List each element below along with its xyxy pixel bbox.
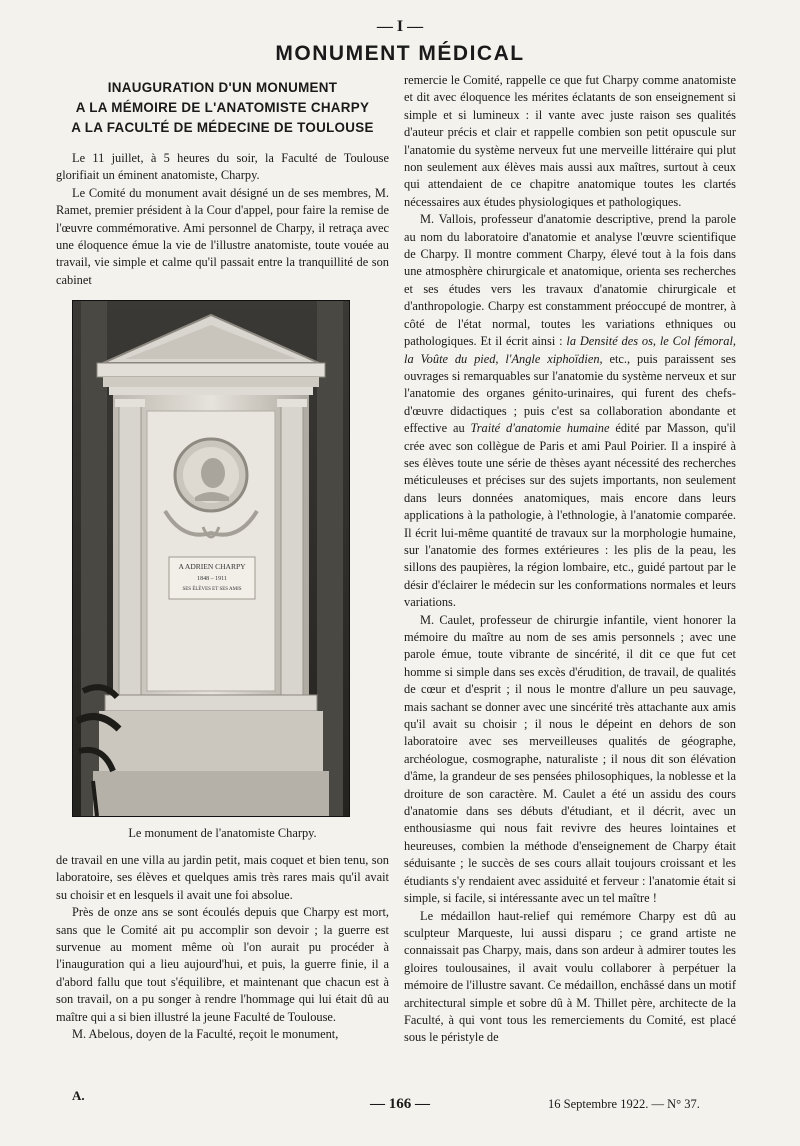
journal-title: MONUMENT MÉDICAL (275, 42, 525, 65)
paragraph (404, 211, 736, 611)
paragraph: remercie le Comité, rappelle ce que fut Charpy comme anatomiste et dit avec éloquence les mérites éclatants de son enseignement si simple et si lumineux : il vante avec juste raison ses qualités d'auteur précis et clair et rappelle combien son petit opuscule sur l'anatomie du système nerveux fut une merveille littéraire qui plut non seulement aux élèves mais aussi aux maîtres, surtout à ceux qui attendaient de ce chapitre anatomique toutes les clartés nécessaires aux études physiologiques et pathologiques. (404, 73, 736, 209)
paragraph: Le Comité du monument avait désigné un de ses membres, M. Ramet, premier président à la Cour d'appel, pour faire la remise de l'œuvre commémorative. Ami personnel de Charpy, il retraça avec une éloquence émue la vie de l'illustre anatomiste, toute vouée au travail, vie simple et calme qu'il passait entre la tranquillité de son cabinet (56, 185, 389, 287)
text-run: M. Vallois, professeur d'anatomie descriptive, prend la parole au nom du laboratoire d'anatomie et analyse l'œuvre scientifique de Charpy. Il montre comment Charpy, élevé tout à la fois dans une atmosphère chirurgicale et anatomique, orienta ses recherches et ses études vers les travaux d'anatomie chirurgicale et d'anthropologie. Charpy est constamment préoccupé de montrer, à côté de l'état normal, toutes les variations ethniques ou pathologiques. Et il écrit ainsi : (404, 212, 736, 349)
left-column-top (56, 78, 389, 289)
photo-caption: Le monument de l'anatomiste Charpy. (128, 826, 317, 840)
article-headline (56, 78, 389, 138)
page-number: — 166 — (370, 1096, 430, 1112)
plaque-line-1: A ADRIEN CHARPY (178, 562, 246, 571)
headline-line-1: INAUGURATION D'UN MONUMENT (107, 80, 338, 95)
paragraph: M. Caulet, professeur de chirurgie infantile, vient honorer la mémoire du maître au nom de ses amis personnels ; avec une parole émue, toute vibrante de sincérité, il dit ce que fut cet homme si simple dans ses excès d'érudition, de travail, de qualités de cœur et d'esprit ; il nous le montre d'allure un peu sauvage, mais sachant se donner avec une sincérité très attachante aux amis qu'il avait su choisir ; il nous le dépeint en dehors de son laboratoire avec ses merveilleuses qualités de géographe, archéologue, cosmographe, naturaliste ; il nous dit son élévation d'âme, la grandeur de ses pensées philosophiques, la noblesse et la droiture de son caractère. M. Caulet a été un assidu des cours d'anatomie dans ses débuts d'étudiant, et il décrit, avec un enthousiasme qui nous fait revivre des heures lointaines et heureuses, combien la méthode d'enseignement de Charpy était séduisante ; le succès de ses cours allait toujours croissant et les étudiants s'y rendaient avec assiduité et ferveur : l'anatomie était si simple, si facile, si intéressante avec un tel maître ! (404, 612, 736, 906)
footer-signature: A. (72, 1088, 85, 1103)
page-marker: — I — (376, 18, 424, 35)
paragraph: M. Abelous, doyen de la Faculté, reçoit le monument, (72, 1027, 339, 1042)
issue-date: 16 Septembre 1922. — N° 37. (548, 1097, 700, 1111)
monument-photo (72, 300, 350, 817)
paragraph: Près de onze ans se sont écoulés depuis que Charpy est mort, sans que le Comité ait pu accomplir son devoir ; la guerre est survenue au moment même où l'on aurait pu procéder à l'inauguration qui a lieu aujourd'hui, et puis, la guerre finie, il a d'abord fallu que tout s'équilibre, et maintenant que chacun est à son travail, on a pu songer à rendre l'hommage qui lui était dû au maître qui a si bien illustré la jeune Faculté de Toulouse. (56, 905, 389, 1024)
plaque-line-2: 1848 – 1911 (197, 576, 227, 582)
works-titles: la Densité des os, le Col fémoral, la Voûte du pied, l'Angle xiphoïdien, (404, 334, 736, 366)
traite-title: Traité d'anatomie humaine (470, 421, 610, 436)
text-run: édité par Masson, qu'il crée avec son collègue de Paris et ami Paul Poirier. Il a inspiré à ses élèves toute une série de thèses ayant nécessité des recherches méticuleuses et précises sur des sujets importants, non seulement dans leurs données anatomiques, mais encore dans leurs applications à la pathologie, à l'ethnologie, à l'anatomie comparée. Il écrit lui-même quantité de travaux sur la morphologie humaine, sur l'anatomie des formes extérieures : les plis de la peau, les sillons des paupières, la région lombaire, etc., guidé partout par le désir d'éclairer le médecin sur les conformations normales et leurs variations. (404, 421, 736, 610)
left-column-bottom (56, 852, 389, 1043)
paragraph: Le 11 juillet, à 5 heures du soir, la Faculté de Toulouse glorifiait un éminent anatomiste, Charpy. (56, 151, 389, 183)
monument-illustration (73, 301, 349, 816)
text-run: etc., puis paraissent ses ouvrages si remarquables sur l'anatomie du système nerveux et sur l'anatomie des organes génito-urinaires, qui furent des chefs-d'œuvre didactiques ; puis c'est sa collaboration abondante et effective au (404, 351, 737, 436)
plaque-line-3: SES ÉLÈVES ET SES AMIS (182, 587, 242, 592)
right-column (404, 72, 736, 1047)
paragraph: Le médaillon haut-relief qui remémore Charpy est dû au sculpteur Marqueste, lui aussi disparu ; ce grand artiste ne connaissait pas Charpy, mais, dans son ardeur à admirer toutes les gloires toulousaines, il avait voulu collaborer à perpétuer la mémoire de l'illustre savant. Ce médaillon, enchâssé dans un motif architectural simple et sobre dû à M. Thillet père, architecte de la Faculté, à qui vont tous les remerciements du Comité, est placé sous le péristyle de (404, 908, 736, 1045)
headline-line-2: A LA MÉMOIRE DE L'ANATOMISTE CHARPY (75, 100, 370, 115)
paragraph: de travail en une villa au jardin petit, mais coquet et bien tenu, son laboratoire, ses élèves et quelques amis très rares mais qu'il avait su choisir et en lesquels il avait une foi absolue. (56, 853, 389, 902)
headline-line-3: A LA FACULTÉ DE MÉDECINE DE TOULOUSE (71, 120, 374, 135)
